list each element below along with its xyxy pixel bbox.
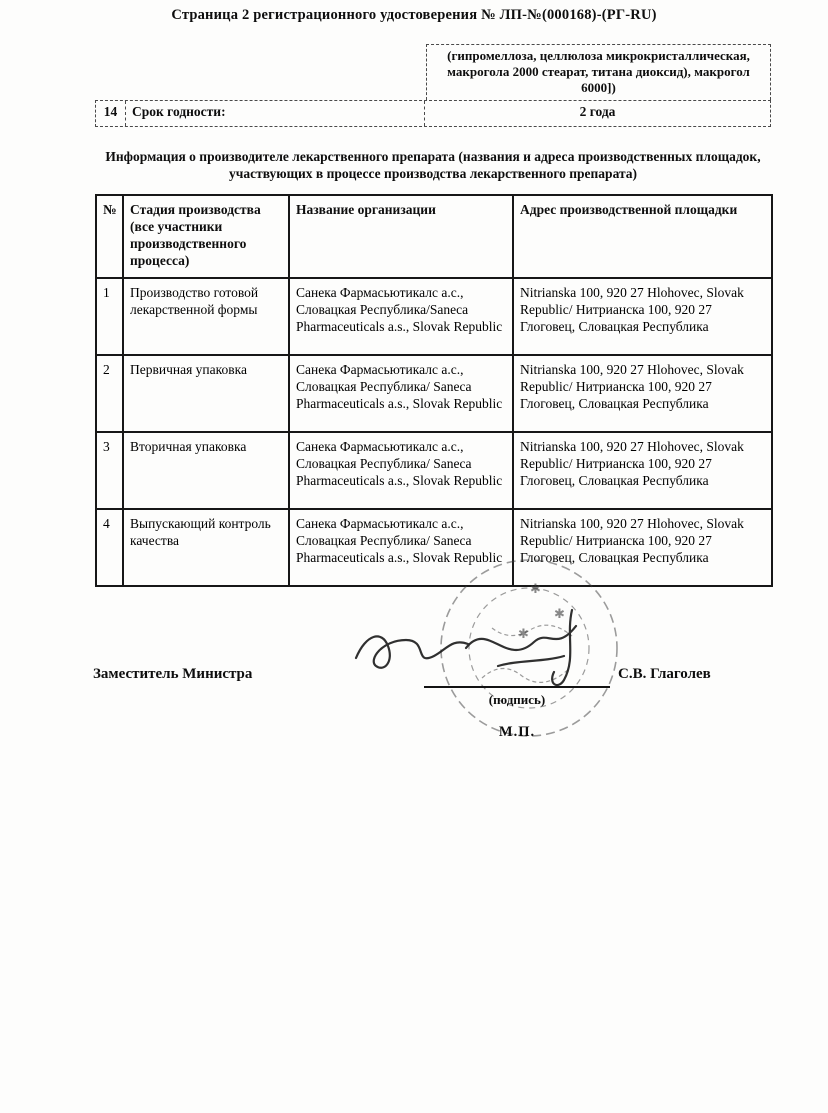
svg-text:✱: ✱: [554, 607, 565, 622]
shelf-life-label: Срок годности:: [126, 101, 425, 126]
cell-organization: Санека Фармасьютикалс а.с., Словацкая Республика/ Saneca Pharmaceuticals a.s., Slovak Republic: [289, 432, 513, 509]
shelf-life-value: 2 года: [579, 104, 616, 119]
header-number: №: [96, 195, 123, 278]
signature-line: [424, 664, 610, 688]
svg-text:✱: ✱: [518, 627, 529, 642]
cell-stage: Производство готовой лекарственной формы: [123, 278, 289, 355]
shelf-life-row: [95, 100, 771, 127]
cell-stage: Выпускающий контроль качества: [123, 509, 289, 586]
signature-caption: (подпись): [488, 692, 546, 707]
table-row: [96, 355, 772, 432]
cell-number: 3: [96, 432, 123, 509]
cell-organization: Санека Фармасьютикалс а.с., Словацкая Республика/ Saneca Pharmaceuticals a.s., Slovak Republic: [289, 355, 513, 432]
manufacturer-info-heading: Информация о производителе лекарственного препарата (названия и адреса производственных площадок, участвующих в процессе производства лекарственного препарата): [105, 149, 761, 181]
cell-stage: Первичная упаковка: [123, 355, 289, 432]
ingredients-continuation-cell: (гипромеллоза, целлюлоза микрокристаллическая, макрогола 2000 стеарат, титана диоксид), макрогол 6000]): [426, 44, 771, 100]
header-organization: Название организации: [289, 195, 513, 278]
cell-stage: Вторичная упаковка: [123, 432, 289, 509]
table-row: [96, 432, 772, 509]
table-row: [96, 278, 772, 355]
cell-address: Nitrianska 100, 920 27 Hlohovec, Slovak Republic/ Нитрианска 100, 920 27 Глоговец, Словацкая Республика: [513, 355, 772, 432]
cell-number: 1: [96, 278, 123, 355]
cell-address: Nitrianska 100, 920 27 Hlohovec, Slovak Republic/ Нитрианска 100, 920 27 Глоговец, Словацкая Республика: [513, 432, 772, 509]
cell-number: 4: [96, 509, 123, 586]
page-title: Страница 2 регистрационного удостоверения № ЛП-№(000168)-(РГ-RU): [171, 7, 657, 23]
table-row: [96, 509, 772, 586]
cell-address: Nitrianska 100, 920 27 Hlohovec, Slovak Republic/ Нитрианска 100, 920 27 Глоговец, Словацкая Республика: [513, 509, 772, 586]
cell-organization: Санека Фармасьютикалс а.с., Словацкая Республика/ Saneca Pharmaceuticals a.s., Slovak Republic: [289, 509, 513, 586]
row-number: 14: [96, 101, 126, 126]
header-address: Адрес производственной площадки: [513, 195, 772, 278]
manufacturer-table: [95, 194, 773, 587]
signature-name: С.В. Глаголев: [618, 666, 711, 682]
cell-organization: Санека Фармасьютикалс а.с., Словацкая Республика/Saneca Pharmaceuticals a.s., Slovak Republic: [289, 278, 513, 355]
table-header-row: [96, 195, 772, 278]
cell-number: 2: [96, 355, 123, 432]
minister-title: Заместитель Министра: [93, 666, 253, 682]
header-stage: Стадия производства (все участники производственного процесса): [123, 195, 289, 278]
svg-text:✱: ✱: [530, 582, 541, 597]
cell-address: Nitrianska 100, 920 27 Hlohovec, Slovak Republic/ Нитрианска 100, 920 27 Глоговец, Словацкая Республика: [513, 278, 772, 355]
seal-place-label: М.П.: [498, 724, 536, 740]
